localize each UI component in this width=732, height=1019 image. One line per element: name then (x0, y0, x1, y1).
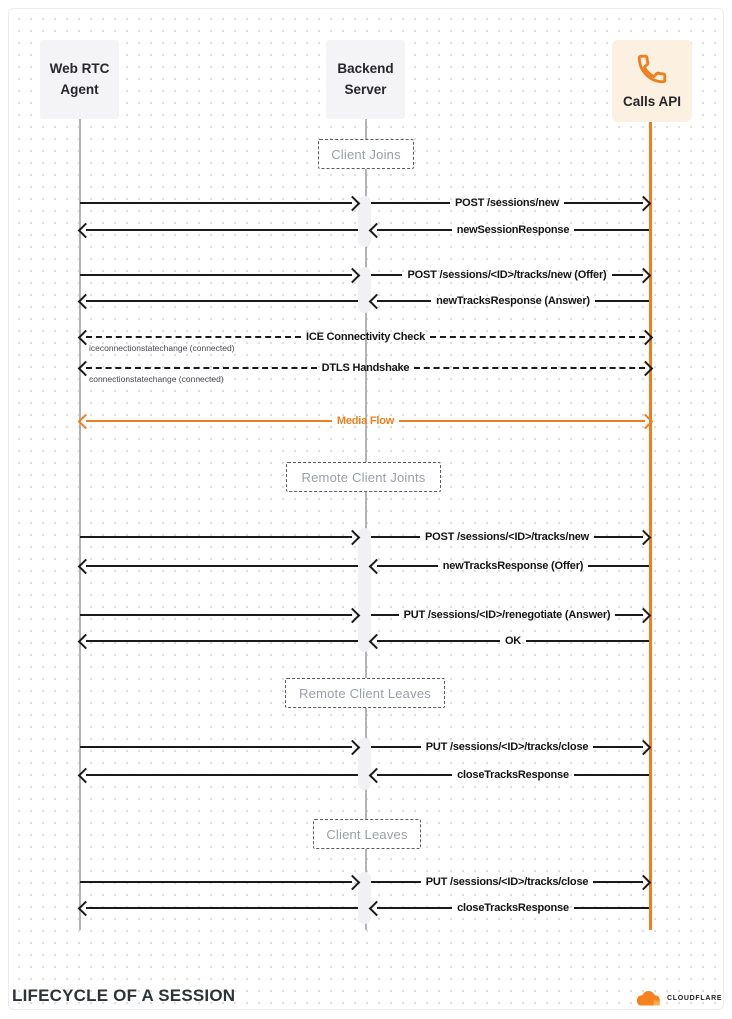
message-line-response (80, 634, 358, 648)
message-line-request (80, 268, 358, 282)
message-media-flow (80, 414, 651, 428)
message-label: POST /sessions/<ID>/tracks/new (Offer) (407, 269, 607, 281)
actor-calls-api (612, 40, 692, 122)
arrowhead-left-icon (78, 558, 94, 574)
arrowhead-right-icon (638, 413, 654, 429)
phase-label: Remote Client Leaves (299, 685, 431, 701)
phase-client-leaves (313, 819, 421, 849)
message-line-response (80, 223, 358, 237)
message-label: newTracksResponse (Answer) (436, 295, 590, 307)
message-new-tracks-response-answer (371, 294, 649, 308)
note-iceconnectionstatechange: iceconnectionstatechange (connected) (89, 343, 235, 353)
phase-client-joins (318, 139, 414, 169)
arrowhead-left-icon (78, 293, 94, 309)
cloudflare-logo (634, 989, 722, 1007)
note-connectionstatechange: connectionstatechange (connected) (89, 374, 224, 384)
message-dtls-handshake (80, 361, 651, 375)
arrowhead-left-icon (369, 767, 385, 783)
message-label: Media Flow (336, 415, 395, 427)
arrowhead-left-icon (78, 900, 94, 916)
arrowhead-right-icon (345, 529, 361, 545)
phase-remote-client-joins (286, 462, 441, 492)
arrowhead-right-icon (638, 329, 654, 345)
message-new-tracks-response-offer (371, 559, 649, 573)
message-line-request (80, 196, 358, 210)
arrowhead-right-icon (345, 874, 361, 890)
message-line-response (80, 559, 358, 573)
arrowhead-right-icon (636, 267, 652, 283)
arrowhead-left-icon (369, 900, 385, 916)
message-label: newSessionResponse (456, 224, 570, 236)
arrowhead-left-icon (78, 633, 94, 649)
message-line-request (80, 530, 358, 544)
message-label: newTracksResponse (Offer) (442, 560, 584, 572)
phone-icon (635, 52, 669, 86)
arrowhead-left-icon (78, 222, 94, 238)
message-ice-connectivity-check (80, 330, 651, 344)
cloudflare-wordmark: CLOUDFLARE (667, 994, 723, 1002)
activation-bar (358, 872, 371, 924)
arrowhead-right-icon (636, 874, 652, 890)
message-label: POST /sessions/new (455, 197, 559, 209)
phase-label: Client Joins (331, 146, 401, 162)
message-post-tracks-new (371, 530, 649, 544)
message-put-renegotiate-answer (371, 608, 649, 622)
message-line-request (80, 608, 358, 622)
activation-bar (358, 738, 371, 790)
message-post-sessions-new (371, 196, 649, 210)
phase-label: Remote Client Joints (301, 469, 426, 485)
phase-remote-client-leaves (285, 678, 445, 708)
message-label: PUT /sessions/<ID>/tracks/close (425, 741, 589, 753)
message-label: closeTracksResponse (457, 902, 569, 914)
message-close-tracks-response-2 (371, 901, 649, 915)
message-close-tracks-response (371, 768, 649, 782)
arrowhead-right-icon (345, 739, 361, 755)
message-new-session-response (371, 223, 649, 237)
message-put-tracks-close (371, 740, 649, 754)
message-put-tracks-close-2 (371, 875, 649, 889)
message-ok (371, 634, 649, 648)
message-label: PUT /sessions/<ID>/renegotiate (Answer) (403, 609, 611, 621)
arrowhead-right-icon (636, 195, 652, 211)
actor-label: Backend Server (337, 61, 394, 97)
arrowhead-right-icon (345, 267, 361, 283)
actor-backend-server (326, 40, 405, 119)
message-line-response (80, 294, 358, 308)
message-line-response (80, 768, 358, 782)
message-label: closeTracksResponse (457, 769, 569, 781)
message-label: POST /sessions/<ID>/tracks/new (425, 531, 589, 543)
arrowhead-right-icon (636, 529, 652, 545)
actor-web-rtc-agent (40, 40, 119, 119)
lifeline-calls-api (649, 122, 652, 930)
arrowhead-right-icon (345, 607, 361, 623)
activation-bar (358, 528, 371, 652)
page-title: LIFECYCLE OF A SESSION (12, 986, 236, 1005)
arrowhead-left-icon (78, 767, 94, 783)
actor-label: Calls API (622, 93, 682, 109)
arrowhead-right-icon (638, 360, 654, 376)
message-line-response (80, 901, 358, 915)
arrowhead-left-icon (78, 413, 94, 429)
lifeline-web-rtc-agent (79, 119, 81, 930)
cloudflare-cloud-icon (634, 989, 664, 1007)
message-post-tracks-new-offer (371, 268, 649, 282)
arrowhead-left-icon (369, 558, 385, 574)
message-line-request (80, 875, 358, 889)
phase-label: Client Leaves (326, 826, 408, 842)
arrowhead-left-icon (369, 293, 385, 309)
arrowhead-right-icon (636, 739, 652, 755)
message-label: DTLS Handshake (321, 362, 410, 374)
arrowhead-right-icon (636, 607, 652, 623)
message-label: ICE Connectivity Check (305, 331, 426, 343)
arrowhead-left-icon (369, 222, 385, 238)
arrowhead-left-icon (369, 633, 385, 649)
message-line-request (80, 740, 358, 754)
arrowhead-right-icon (345, 195, 361, 211)
activation-bar (358, 267, 371, 313)
actor-label: Web RTC Agent (49, 61, 110, 97)
message-label: OK (504, 635, 522, 647)
message-label: PUT /sessions/<ID>/tracks/close (425, 876, 589, 888)
